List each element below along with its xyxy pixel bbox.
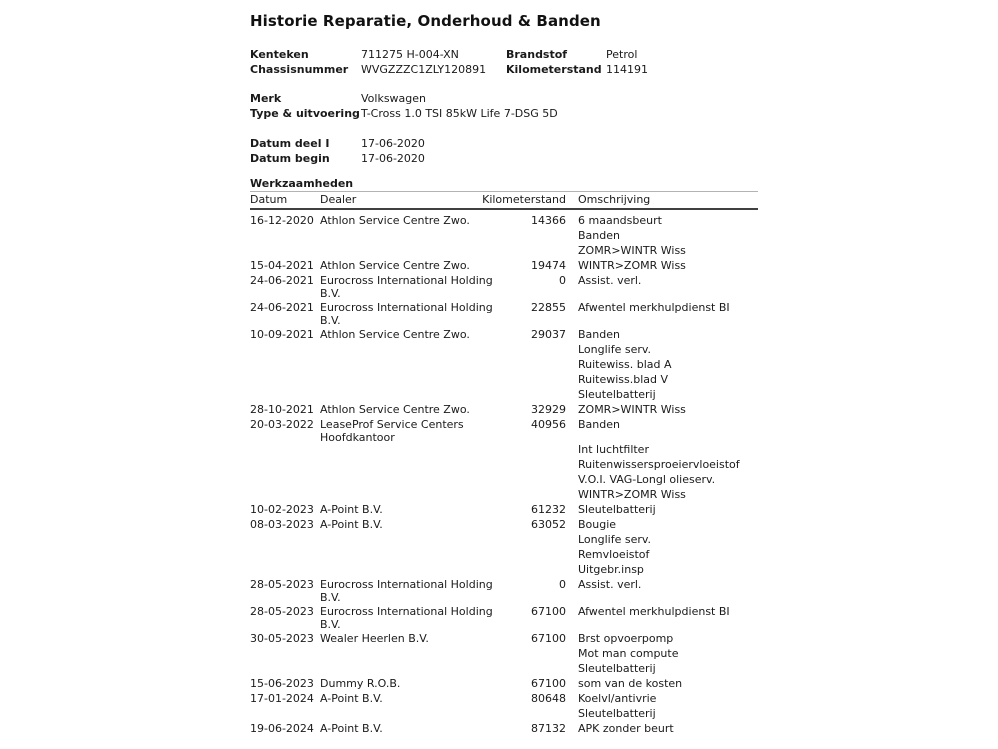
work-descriptions — [566, 721, 758, 736]
dealer-name-line: Athlon Service Centre Zwo. — [320, 259, 470, 272]
work-row — [250, 517, 758, 577]
work-odometer: 80648 — [531, 692, 566, 705]
work-dealer — [320, 577, 493, 604]
work-descriptions — [566, 417, 758, 502]
info-row — [250, 151, 758, 166]
work-dealer — [320, 402, 470, 417]
work-dealer — [320, 721, 465, 736]
page-title: Historie Reparatie, Onderhoud & Banden — [250, 12, 601, 30]
work-row — [250, 273, 758, 300]
work-date: 15-04-2021 — [250, 259, 314, 272]
dealer-name-line: Athlon Service Centre Zwo. — [320, 403, 470, 416]
work-date: 10-02-2023 — [250, 503, 314, 516]
work-description-line: WINTR>ZOMR Wiss — [578, 488, 686, 501]
dealer-name-line: A-Point B.V. — [320, 518, 383, 531]
field-value — [606, 106, 758, 121]
column-header-datum: Datum — [250, 193, 288, 206]
work-description-line: som van de kosten — [578, 677, 683, 690]
work-row — [250, 631, 758, 676]
work-odometer: 19474 — [531, 259, 566, 272]
work-description-line: Banden — [578, 328, 620, 341]
work-description-line: Ruitewiss.blad V — [578, 373, 669, 386]
field-label — [506, 151, 606, 166]
field-value: WVGZZZC1ZLY120891 — [361, 63, 487, 76]
dealer-name-line: A-Point B.V. — [320, 692, 383, 705]
work-odometer: 14366 — [531, 214, 566, 227]
work-row — [250, 502, 758, 517]
work-description-line: Afwentel merkhulpdienst BI — [578, 301, 730, 314]
work-descriptions — [566, 676, 758, 691]
work-description-line: Ruitewiss. blad A — [578, 358, 672, 371]
work-dealer — [320, 273, 493, 300]
work-date: 17-01-2024 — [250, 692, 314, 705]
work-row — [250, 402, 758, 417]
work-row — [250, 327, 758, 402]
work-description-line — [578, 432, 758, 442]
info-row — [250, 47, 758, 62]
work-descriptions — [566, 300, 758, 327]
work-dealer — [320, 300, 493, 327]
work-date: 16-12-2020 — [250, 214, 314, 227]
field-value: 17-06-2020 — [361, 137, 425, 150]
work-date: 10-09-2021 — [250, 328, 314, 341]
work-descriptions — [566, 273, 758, 300]
work-description-line: Mot man compute — [578, 647, 679, 660]
work-descriptions — [566, 517, 758, 577]
info-row — [250, 62, 758, 77]
dealer-name-line: Hoofdkantoor — [320, 431, 395, 444]
work-dealer — [320, 502, 465, 517]
column-header-dealer: Dealer — [320, 193, 357, 206]
field-label: Merk — [250, 92, 282, 105]
dealer-name-line: Dummy R.O.B. — [320, 677, 401, 690]
dealer-name-line: Eurocross International Holding — [320, 605, 493, 618]
work-description-line: ZOMR>WINTR Wiss — [578, 403, 686, 416]
work-date: 28-10-2021 — [250, 403, 314, 416]
work-description-line: Koelvl/antivrie — [578, 692, 657, 705]
field-label: Datum deel I — [250, 137, 330, 150]
work-description-line: Banden — [578, 418, 620, 431]
work-descriptions — [566, 258, 758, 273]
work-odometer: 87132 — [531, 722, 566, 735]
work-description-line: Sleutelbatterij — [578, 388, 656, 401]
work-odometer: 29037 — [531, 328, 566, 341]
work-description-line: V.O.I. VAG-Longl olieserv. — [578, 473, 716, 486]
work-dealer — [320, 517, 465, 577]
field-value: 17-06-2020 — [361, 152, 425, 165]
work-row — [250, 213, 758, 258]
work-odometer: 67100 — [531, 605, 566, 618]
work-row — [250, 691, 758, 721]
work-dealer — [320, 676, 465, 691]
dealer-name-line: Athlon Service Centre Zwo. — [320, 328, 470, 341]
work-odometer: 67100 — [531, 632, 566, 645]
work-descriptions — [566, 327, 758, 402]
work-descriptions — [566, 213, 758, 258]
info-row — [250, 106, 758, 121]
dealer-name-line: B.V. — [320, 314, 341, 327]
work-row — [250, 604, 758, 631]
work-descriptions — [566, 604, 758, 631]
work-odometer: 40956 — [531, 418, 566, 431]
vehicle-model-group — [250, 91, 758, 121]
work-date: 30-05-2023 — [250, 632, 314, 645]
work-row — [250, 721, 758, 736]
work-date: 08-03-2023 — [250, 518, 314, 531]
field-label: Type & uitvoering — [250, 107, 360, 120]
work-descriptions — [566, 691, 758, 721]
field-label — [506, 136, 606, 151]
field-value: 711275 H-004-XN — [361, 48, 459, 61]
work-row — [250, 300, 758, 327]
work-description-line: 6 maandsbeurt — [578, 214, 662, 227]
work-description-line: ZOMR>WINTR Wiss — [578, 244, 686, 257]
field-label: Chassisnummer — [250, 63, 349, 76]
work-description-line: Brst opvoerpomp — [578, 632, 674, 645]
work-description-line: APK zonder beurt — [578, 722, 674, 735]
work-description-line: Int luchtfilter — [578, 443, 649, 456]
work-odometer: 32929 — [531, 403, 566, 416]
dealer-name-line: LeaseProf Service Centers — [320, 418, 464, 431]
dealer-name-line: B.V. — [320, 591, 341, 604]
dealer-name-line: Eurocross International Holding — [320, 301, 493, 314]
info-row — [250, 136, 758, 151]
work-description-line: Banden — [578, 229, 620, 242]
field-value — [606, 151, 758, 166]
dealer-name-line: A-Point B.V. — [320, 722, 383, 735]
work-description-line: Assist. verl. — [578, 274, 642, 287]
work-dealer — [320, 258, 470, 273]
work-odometer: 67100 — [531, 677, 566, 690]
field-value — [606, 91, 758, 106]
work-dealer — [320, 604, 493, 631]
field-label — [506, 91, 606, 106]
field-label: Brandstof — [506, 48, 568, 61]
work-description-line: Longlife serv. — [578, 343, 652, 356]
work-row — [250, 577, 758, 604]
vehicle-dates-group — [250, 136, 758, 166]
work-date: 28-05-2023 — [250, 605, 314, 618]
field-label: Kenteken — [250, 48, 309, 61]
field-label: Datum begin — [250, 152, 330, 165]
work-dealer — [320, 631, 465, 676]
vehicle-identification-group — [250, 47, 758, 77]
work-description-line: Sleutelbatterij — [578, 662, 656, 675]
work-odometer: 22855 — [531, 301, 566, 314]
work-dealer — [320, 327, 470, 402]
work-description-line: Sleutelbatterij — [578, 707, 656, 720]
work-descriptions — [566, 577, 758, 604]
work-descriptions — [566, 502, 758, 517]
work-descriptions — [566, 631, 758, 676]
dealer-name-line: B.V. — [320, 618, 341, 631]
work-row — [250, 417, 758, 502]
work-dealer — [320, 213, 470, 258]
field-value: 114191 — [606, 63, 648, 76]
work-description-line: Bougie — [578, 518, 617, 531]
dealer-name-line: Eurocross International Holding — [320, 274, 493, 287]
field-label: Kilometerstand — [506, 63, 602, 76]
dealer-name-line: Eurocross International Holding — [320, 578, 493, 591]
dealer-name-line: B.V. — [320, 287, 341, 300]
dealer-name-line: Athlon Service Centre Zwo. — [320, 214, 470, 227]
field-value: Petrol — [606, 48, 638, 61]
dealer-name-line: Wealer Heerlen B.V. — [320, 632, 429, 645]
work-description-line: Uitgebr.insp — [578, 563, 644, 576]
work-description-line: Remvloeistof — [578, 548, 650, 561]
work-odometer: 61232 — [531, 503, 566, 516]
field-value — [606, 136, 758, 151]
werkzaamheden-heading: Werkzaamheden — [250, 177, 354, 190]
field-value: T-Cross 1.0 TSI 85kW Life 7-DSG 5D — [361, 107, 558, 120]
work-table-body — [250, 210, 758, 736]
work-row — [250, 258, 758, 273]
work-table-header — [250, 191, 758, 210]
work-date: 24-06-2021 — [250, 301, 314, 314]
column-header-omschrijving: Omschrijving — [578, 193, 651, 206]
work-description-line: Assist. verl. — [578, 578, 642, 591]
field-value: Volkswagen — [361, 92, 427, 105]
work-description-line: Sleutelbatterij — [578, 503, 656, 516]
work-date: 24-06-2021 — [250, 274, 314, 287]
work-date: 19-06-2024 — [250, 722, 314, 735]
work-row — [250, 676, 758, 691]
work-description-line: Longlife serv. — [578, 533, 652, 546]
work-description-line: Afwentel merkhulpdienst BI — [578, 605, 730, 618]
work-date: 20-03-2022 — [250, 418, 314, 431]
work-dealer — [320, 417, 465, 502]
work-description-line: WINTR>ZOMR Wiss — [578, 259, 686, 272]
work-date: 28-05-2023 — [250, 578, 314, 591]
info-row — [250, 91, 758, 106]
work-odometer: 63052 — [531, 518, 566, 531]
work-odometer: 0 — [559, 274, 566, 287]
column-header-kilometerstand: Kilometerstand — [482, 193, 566, 206]
work-description-line: Ruitenwissersproeiervloeistof — [578, 458, 740, 471]
field-label — [506, 106, 606, 121]
dealer-name-line: A-Point B.V. — [320, 503, 383, 516]
work-descriptions — [566, 402, 758, 417]
work-dealer — [320, 691, 465, 721]
work-odometer: 0 — [559, 578, 566, 591]
work-date: 15-06-2023 — [250, 677, 314, 690]
